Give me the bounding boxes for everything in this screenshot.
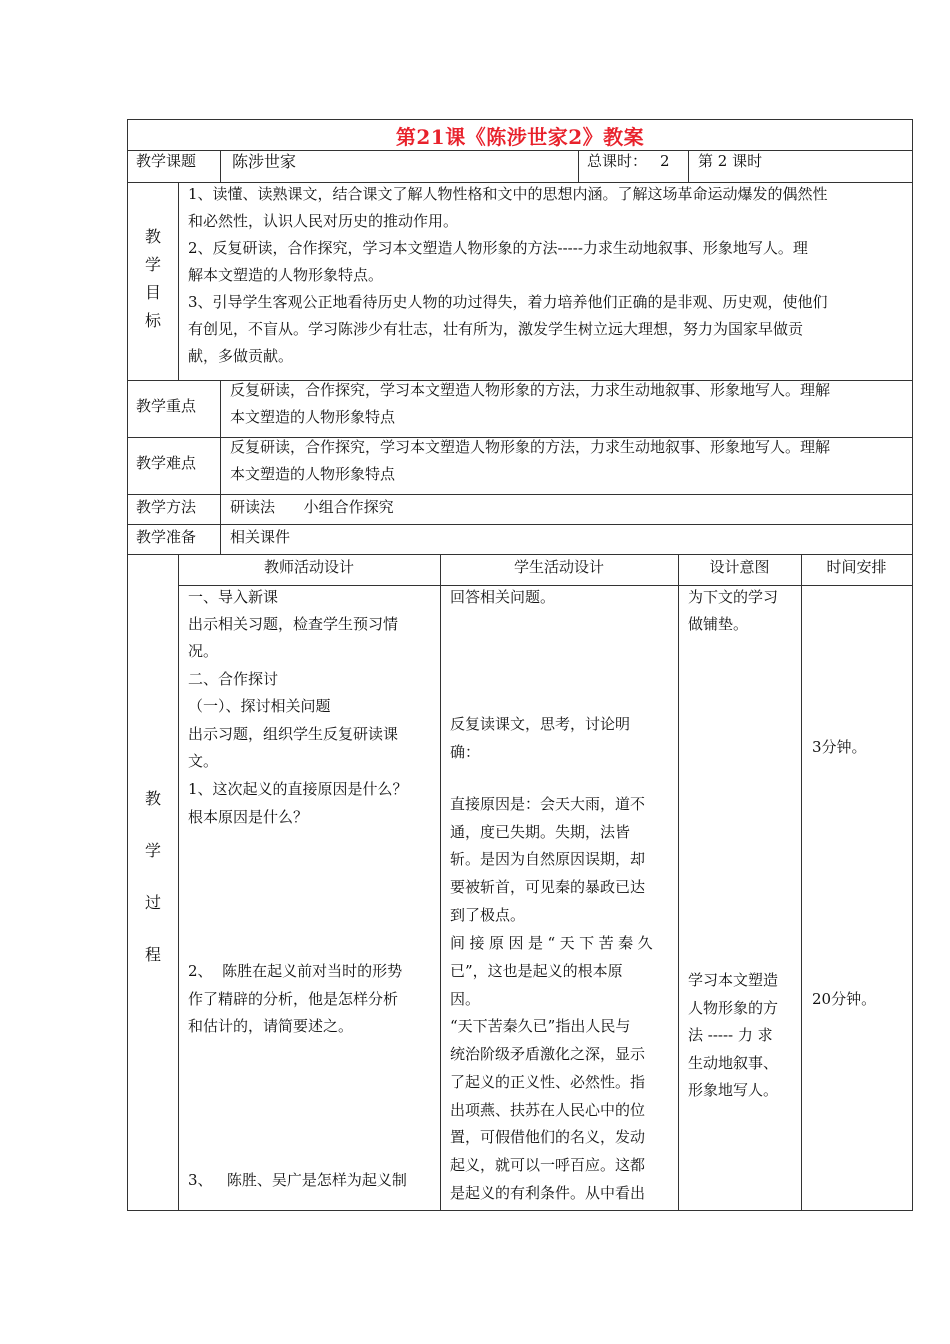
difficulties-label: 教学难点 — [136, 454, 197, 472]
teacher-line: 出示习题，组织学生反复研读课 — [188, 725, 399, 743]
goal-line: 有创见，不盲从。学习陈涉少有壮志，壮有所为，激发学生树立远大理想，努力为国家早做贡 — [188, 320, 804, 338]
teacher-line: 出示相关习题，检查学生预习情 — [188, 615, 399, 633]
student-line: 要被斩首，可见秦的暴政已达 — [450, 878, 646, 896]
prep-value: 相关课件 — [230, 528, 291, 546]
student-line: 到了极点。 — [450, 906, 526, 924]
method-label: 教学方法 — [136, 498, 197, 516]
intent-line: 人物形象的方 — [688, 999, 779, 1017]
teacher-line: 文。 — [188, 752, 219, 770]
goal-line: 和必然性，认识人民对历史的推动作用。 — [188, 212, 459, 230]
header-intent: 设计意图 — [709, 558, 770, 576]
table-rule — [578, 150, 579, 182]
header-time: 时间安排 — [826, 558, 887, 576]
intent-line: 形象地写人。 — [688, 1081, 779, 1099]
teacher-line: 和估计的，请简要述之。 — [188, 1017, 354, 1035]
goal-line: 1、读懂、读熟课文，结合课文了解人物性格和文中的思想内涵。了解这场革命运动爆发的偶然性 — [188, 185, 828, 203]
period-value: 第 2 课时 — [698, 152, 763, 170]
student-line: “天下苦秦久已”指出人民与 — [450, 1017, 631, 1035]
table-border-left — [127, 119, 128, 1211]
prep-label: 教学准备 — [136, 528, 197, 546]
teacher-line: 况。 — [188, 642, 219, 660]
goals-label-3: 目 — [144, 283, 161, 302]
key-points-line: 本文塑造的人物形象特点 — [230, 408, 396, 426]
student-line: 出项燕、扶苏在人民心中的位 — [450, 1101, 646, 1119]
goal-line: 献，多做贡献。 — [188, 347, 294, 365]
header-student: 学生活动设计 — [513, 558, 604, 576]
intent-line: 为下文的学习 — [688, 588, 779, 606]
difficulties-line: 本文塑造的人物形象特点 — [230, 465, 396, 483]
student-line: 因。 — [450, 990, 481, 1008]
table-rule — [178, 554, 179, 1210]
goals-label-4: 标 — [144, 311, 161, 330]
time-slot: 20分钟。 — [812, 990, 877, 1008]
process-label-3: 过 — [144, 893, 161, 912]
student-line: 确： — [450, 743, 481, 761]
student-line: 统治阶级矛盾激化之深，显示 — [450, 1045, 646, 1063]
table-rule — [220, 150, 221, 182]
student-line: 反复读课文，思考，讨论明 — [450, 715, 631, 733]
teacher-line: 根本原因是什么？ — [188, 808, 309, 826]
intent-line: 学习本文塑造 — [688, 971, 779, 989]
table-border-bottom — [127, 1210, 913, 1211]
teacher-line: 一、导入新课 — [188, 588, 279, 606]
method-value: 研读法 小组合作探究 — [230, 498, 394, 516]
student-line: 起义，就可以一呼百应。这都 — [450, 1156, 646, 1174]
goals-label-2: 学 — [144, 255, 161, 274]
intent-line: 做铺垫。 — [688, 615, 749, 633]
difficulties-line: 反复研读，合作探究，学习本文塑造人物形象的方法，力求生动地叙事、形象地写人。理解 — [230, 438, 831, 456]
student-line: 了起义的正义性、必然性。指 — [450, 1073, 646, 1091]
table-rule — [220, 380, 221, 554]
goal-line: 3、引导学生客观公正地看待历史人物的功过得失，着力培养他们正确的是非观、历史观，使他们 — [188, 293, 828, 311]
table-rule — [801, 554, 802, 1210]
teacher-line: 作了精辟的分析，他是怎样分析 — [188, 990, 399, 1008]
student-line: 直接原因是：会天大雨，道不 — [450, 795, 646, 813]
goal-line: 2、反复研读，合作探究，学习本文塑造人物形象的方法-----力求生动地叙事、形象地写人。理 — [188, 239, 808, 257]
table-rule — [678, 554, 679, 1210]
time-slot: 3分钟。 — [812, 738, 867, 756]
total-hours-value: 2 — [660, 152, 670, 170]
table-border-right — [912, 119, 913, 1211]
student-line: 是起义的有利条件。从中看出 — [450, 1184, 646, 1202]
intent-line: 法 ----- 力 求 — [688, 1026, 773, 1044]
teacher-line: 2、 陈胜在起义前对当时的形势 — [188, 962, 403, 980]
teacher-line: 3、 陈胜、吴广是怎样为起义制 — [188, 1171, 407, 1189]
table-rule — [440, 554, 441, 1210]
total-hours-label: 总课时： — [587, 152, 648, 170]
process-label-2: 学 — [144, 841, 161, 860]
student-line: 斩。是因为自然原因误期，却 — [450, 850, 646, 868]
table-rule — [688, 150, 689, 182]
student-line: 置，可假借他们的名义，发动 — [450, 1128, 646, 1146]
student-line: 间接原因是“天下苦秦久 — [450, 934, 658, 952]
teacher-line: （一）、探讨相关问题 — [188, 697, 331, 715]
process-label-4: 程 — [144, 945, 161, 964]
goals-label-1: 教 — [144, 227, 161, 246]
topic-label: 教学课题 — [136, 152, 197, 170]
table-rule — [178, 182, 179, 380]
page-title: 第21课《陈涉世家2》教案 — [395, 125, 645, 149]
header-teacher: 教师活动设计 — [263, 558, 354, 576]
intent-line: 生动地叙事、 — [688, 1054, 779, 1072]
teacher-line: 二、合作探讨 — [188, 670, 279, 688]
student-line: 通，度已失期。失期，法皆 — [450, 823, 631, 841]
table-border-top — [127, 119, 913, 120]
process-label-1: 教 — [144, 789, 161, 808]
goal-line: 解本文塑造的人物形象特点。 — [188, 266, 384, 284]
key-points-label: 教学重点 — [136, 397, 197, 415]
student-line: 回答相关问题。 — [450, 588, 556, 606]
key-points-line: 反复研读，合作探究，学习本文塑造人物形象的方法，力求生动地叙事、形象地写人。理解 — [230, 381, 831, 399]
teacher-line: 1、这次起义的直接原因是什么？ — [188, 780, 408, 798]
student-line: 已”，这也是起义的根本原 — [450, 962, 623, 980]
topic-value: 陈涉世家 — [232, 152, 297, 171]
